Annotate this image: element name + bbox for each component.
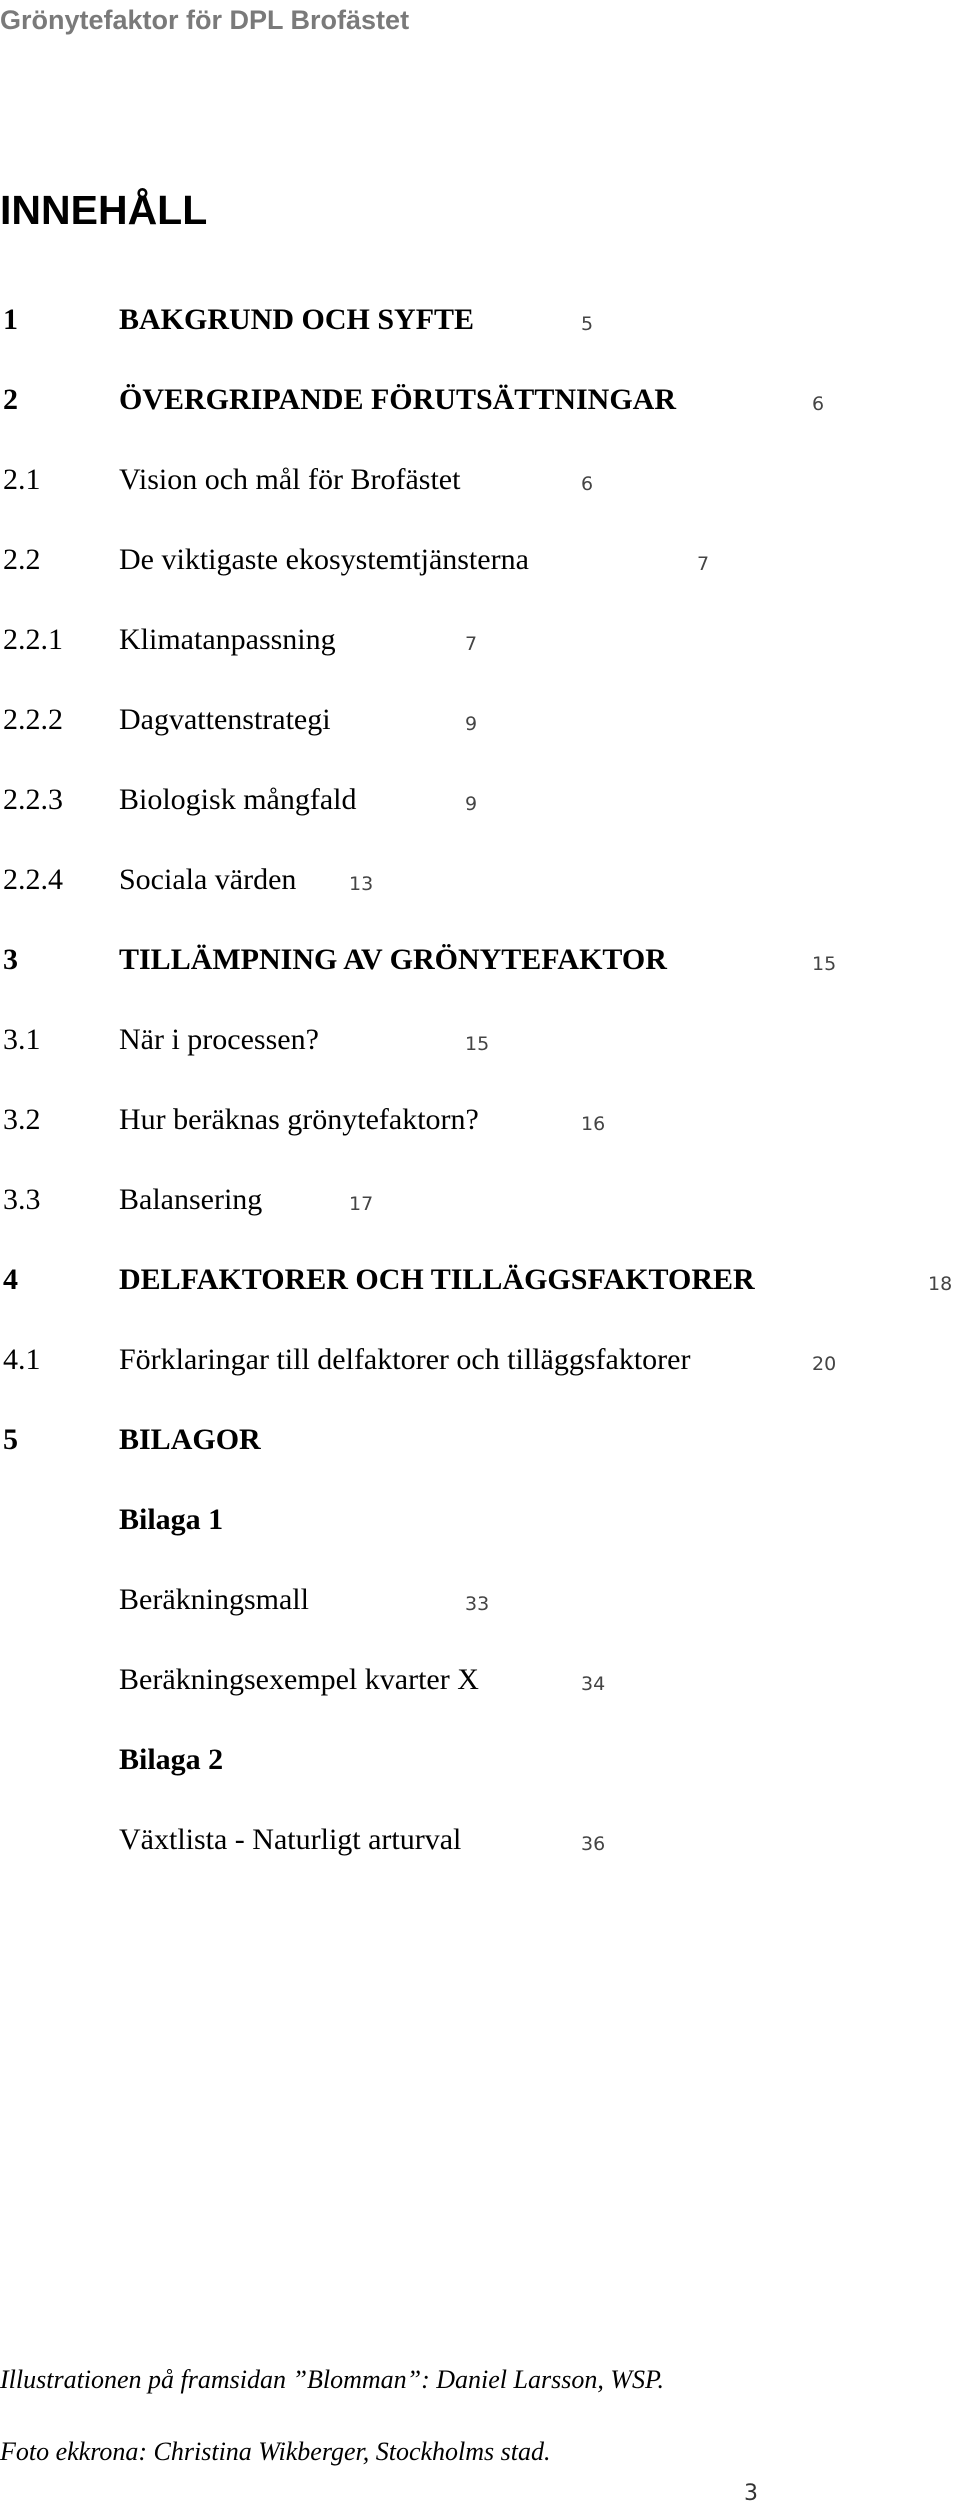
toc-entry-page: 20: [812, 1353, 837, 1375]
toc-entry[interactable]: [0, 930, 960, 990]
toc-entry-title[interactable]: Klimatanpassning: [119, 623, 336, 656]
document-header: Grönytefaktor för DPL Brofästet: [0, 5, 410, 35]
toc-entry-page: 7: [465, 633, 478, 655]
toc-entry-title[interactable]: Dagvattenstrategi: [119, 703, 331, 736]
toc-entry-title[interactable]: DELFAKTORER OCH TILLÄGGSFAKTORER: [119, 1263, 755, 1296]
toc-entry-title[interactable]: Vision och mål för Brofästet: [119, 463, 461, 496]
toc-entry-page: 33: [465, 1593, 490, 1615]
toc-entry[interactable]: [0, 1490, 960, 1550]
toc-entry-title[interactable]: BILAGOR: [119, 1423, 261, 1456]
toc-entry-page: 5: [581, 313, 594, 335]
toc-entry[interactable]: [0, 1410, 960, 1470]
toc-entry-title[interactable]: Balansering: [119, 1183, 263, 1216]
toc-entry-number: 5: [3, 1423, 18, 1456]
toc-entry-title[interactable]: BAKGRUND OCH SYFTE: [119, 303, 475, 336]
toc-entry-page: 7: [697, 553, 710, 575]
page-number: 3: [744, 2481, 758, 2506]
toc-entry-title[interactable]: TILLÄMPNING AV GRÖNYTEFAKTOR: [119, 943, 667, 976]
toc-entry-number: 2.2.1: [3, 623, 63, 656]
toc-entry-number: 3.3: [3, 1183, 41, 1216]
toc-entry-title[interactable]: Förklaringar till delfaktorer och tilläggsfaktorer: [119, 1343, 691, 1376]
toc-entry-page: 15: [465, 1033, 490, 1055]
toc-entry-number: 2: [3, 383, 18, 416]
toc-entry-page: 13: [349, 873, 374, 895]
toc-entry-number: 2.2.3: [3, 783, 63, 816]
toc-entry-title[interactable]: Bilaga 2: [119, 1743, 224, 1776]
toc-entry-title[interactable]: ÖVERGRIPANDE FÖRUTSÄTTNINGAR: [119, 383, 676, 416]
toc-entry-number: 2.2.2: [3, 703, 63, 736]
toc-entry-page: 6: [812, 393, 825, 415]
toc-entry-number: 1: [3, 303, 18, 336]
toc-entry[interactable]: [0, 1170, 960, 1230]
toc-entry[interactable]: [0, 850, 960, 910]
toc-entry[interactable]: [0, 1650, 960, 1710]
toc-entry[interactable]: [0, 770, 960, 830]
toc-entry[interactable]: [0, 610, 960, 670]
toc-entry-title[interactable]: Bilaga 1: [119, 1503, 224, 1536]
toc-entry-page: 9: [465, 793, 478, 815]
toc-entry[interactable]: [0, 530, 960, 590]
toc-entry[interactable]: [0, 1250, 960, 1310]
toc-entry-page: 9: [465, 713, 478, 735]
toc-entry-number: 4: [3, 1263, 18, 1296]
photo-credit: Foto ekkrona: Christina Wikberger, Stockholms stad.: [0, 2437, 551, 2466]
toc-entry[interactable]: [0, 1730, 960, 1790]
toc-entry-number: 3.1: [3, 1023, 41, 1056]
toc-entry-title[interactable]: När i processen?: [119, 1023, 319, 1056]
toc-entry[interactable]: [0, 1010, 960, 1070]
toc-entry-page: 17: [349, 1193, 374, 1215]
toc-entry-number: 3: [3, 943, 18, 976]
toc-entry[interactable]: [0, 450, 960, 510]
toc-entry[interactable]: [0, 1330, 960, 1390]
toc-entry-title[interactable]: Sociala värden: [119, 863, 297, 896]
toc-entry-page: 16: [581, 1113, 606, 1135]
toc-entry[interactable]: [0, 1090, 960, 1150]
toc-entry-title[interactable]: Biologisk mångfald: [119, 783, 357, 816]
toc-entry-title[interactable]: Beräkningsmall: [119, 1583, 309, 1616]
toc-entry-page: 36: [581, 1833, 606, 1855]
toc-entry-title[interactable]: Växtlista - Naturligt arturval: [119, 1823, 462, 1856]
toc-entry-number: 2.2.4: [3, 863, 63, 896]
toc-entry-page: 6: [581, 473, 594, 495]
illustration-credit: Illustrationen på framsidan ”Blomman”: Daniel Larsson, WSP.: [0, 2365, 665, 2394]
toc-entry-title[interactable]: De viktigaste ekosystemtjänsterna: [119, 543, 529, 576]
toc-entry[interactable]: [0, 1570, 960, 1630]
toc-entry-page: 15: [812, 953, 837, 975]
toc-entry-number: 2.1: [3, 463, 41, 496]
toc-entry-number: 3.2: [3, 1103, 41, 1136]
toc-entry-number: 4.1: [3, 1343, 41, 1376]
toc-heading: INNEHÅLL: [0, 187, 208, 233]
toc-entry-title[interactable]: Hur beräknas grönytefaktorn?: [119, 1103, 479, 1136]
toc-entry[interactable]: [0, 290, 960, 350]
toc-entry-number: 2.2: [3, 543, 41, 576]
toc-entry[interactable]: [0, 370, 960, 430]
toc-entry[interactable]: [0, 1810, 960, 1870]
toc-entry-title[interactable]: Beräkningsexempel kvarter X: [119, 1663, 479, 1696]
toc-entry-page: 18: [928, 1273, 953, 1295]
toc-entry[interactable]: [0, 690, 960, 750]
toc-entry-page: 34: [581, 1673, 606, 1695]
